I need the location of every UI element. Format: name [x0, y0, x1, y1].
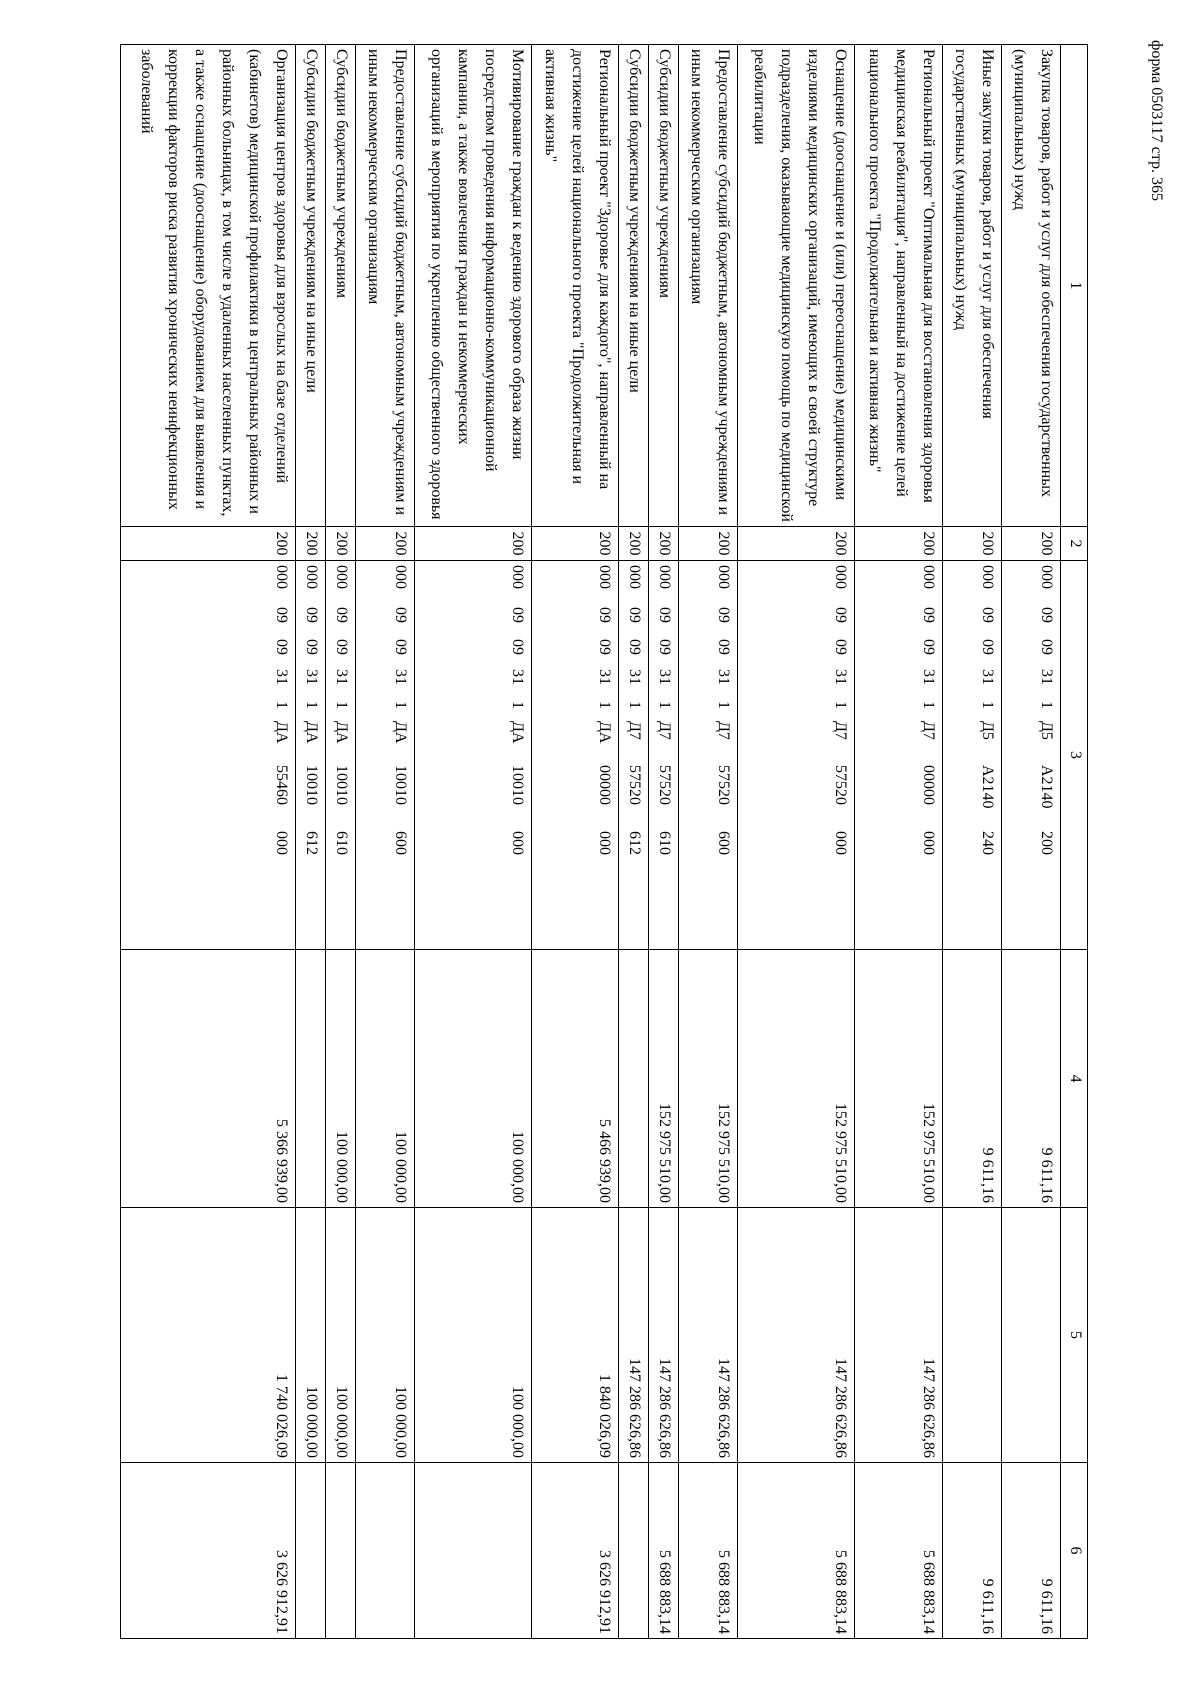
budget-code-part: 09: [979, 639, 997, 655]
budget-code-part: 10010: [332, 765, 350, 805]
budget-code-part: 09: [332, 639, 350, 655]
budget-code-part: ДА: [596, 721, 614, 744]
budget-code-part: Д7: [626, 721, 644, 740]
budget-code-part: 31: [715, 669, 733, 685]
table-row: [414, 45, 531, 1639]
budget-code-part: 31: [302, 669, 320, 685]
row-unexecuted-amount: 5 688 883,14: [649, 1463, 679, 1639]
budget-code-part: 31: [391, 669, 409, 685]
budget-code-part: 31: [626, 669, 644, 685]
budget-code-part: 612: [302, 831, 320, 855]
budget-code-part: 09: [920, 639, 938, 655]
row-name: Оснащение (дооснащение и (или) переоснащение) медицинскими изделиями медицинских организаций, имеющих в своей структуре подразделения, оказывающие медицинскую помощь по медицинской реабилитации: [738, 45, 855, 527]
budget-code-part: 1: [626, 701, 644, 709]
row-line-code: 200: [1002, 527, 1061, 561]
budget-code-parts: [1033, 565, 1060, 945]
budget-code-parts: [387, 565, 414, 945]
row-line-code: 200: [414, 527, 531, 561]
row-approved-amount: [295, 950, 325, 1208]
row-executed-amount: 147 286 626,86: [855, 1208, 943, 1463]
table-row: [1002, 45, 1061, 1639]
row-name: Закупка товаров, работ и услуг для обеспечения государственных (муниципальных) нужд: [1002, 45, 1061, 527]
row-executed-amount: 1 740 026,09: [121, 1208, 296, 1463]
row-budget-code: [619, 561, 649, 950]
budget-code-part: 000: [272, 831, 290, 855]
budget-code-part: 610: [656, 831, 674, 855]
budget-code-part: 57520: [626, 765, 644, 805]
row-approved-amount: 9 611,16: [1002, 950, 1061, 1208]
row-approved-amount: 152 975 510,00: [738, 950, 855, 1208]
budget-code-part: 1: [979, 701, 997, 709]
row-unexecuted-amount: [325, 1463, 355, 1639]
budget-code-parts: [974, 565, 1001, 945]
budget-code-part: 31: [656, 669, 674, 685]
budget-code-part: 09: [391, 607, 409, 623]
row-executed-amount: 100 000,00: [325, 1208, 355, 1463]
budget-code-part: ДА: [508, 721, 526, 744]
budget-code-part: 31: [332, 669, 350, 685]
row-budget-code: [855, 561, 943, 950]
row-unexecuted-amount: 9 611,16: [943, 1463, 1002, 1639]
row-executed-amount: 147 286 626,86: [619, 1208, 649, 1463]
budget-code-part: 09: [920, 607, 938, 623]
row-approved-amount: [619, 950, 649, 1208]
budget-code-part: 000: [832, 831, 850, 855]
row-line-code: 200: [619, 527, 649, 561]
column-header: 3: [1061, 561, 1088, 950]
budget-code-part: 00000: [920, 765, 938, 805]
row-budget-code: [738, 561, 855, 950]
budget-code-part: ДА: [332, 721, 350, 744]
form-header: форма 0503117 стр. 365: [1148, 40, 1165, 201]
row-budget-code: [531, 561, 619, 950]
budget-code-part: 240: [979, 831, 997, 855]
row-unexecuted-amount: 5 688 883,14: [855, 1463, 943, 1639]
budget-code-part: 09: [508, 607, 526, 623]
budget-code-part: 1: [715, 701, 733, 709]
row-name: Предоставление субсидий бюджетным, автономным учреждениям и иным некоммерческим организациям: [679, 45, 738, 527]
budget-code-part: 55460: [272, 765, 290, 805]
budget-code-part: 57520: [832, 765, 850, 805]
budget-code-part: 612: [626, 831, 644, 855]
table-row: [295, 45, 325, 1639]
budget-code-part: 10010: [508, 765, 526, 805]
budget-code-part: 09: [272, 607, 290, 623]
budget-code-part: 000: [832, 565, 850, 589]
budget-code-part: А2140: [979, 765, 997, 809]
budget-code-part: 09: [656, 607, 674, 623]
budget-code-parts: [328, 565, 355, 945]
row-line-code: 200: [325, 527, 355, 561]
budget-code-part: 1: [508, 701, 526, 709]
row-name: Субсидии бюджетным учреждениям: [325, 45, 355, 527]
row-budget-code: [1002, 561, 1061, 950]
row-name: Организация центров здоровья для взрослых на базе отделений (кабинетов) медицинской профилактики в центральных районных и районных больницах, в том числе в удаленных населенных пунктах, а также оснащение (дооснащение) оборудованием для выявления и коррекции факторов риска развития хронических неинфекционных заболеваний: [121, 45, 296, 527]
row-line-code: 200: [679, 527, 738, 561]
budget-code-parts: [651, 565, 678, 945]
table-row: [355, 45, 414, 1639]
budget-code-part: 000: [626, 565, 644, 589]
budget-code-part: 09: [596, 607, 614, 623]
row-executed-amount: 147 286 626,86: [649, 1208, 679, 1463]
budget-code-parts: [710, 565, 737, 945]
budget-code-parts: [827, 565, 854, 945]
row-line-code: 200: [649, 527, 679, 561]
budget-execution-table: [120, 44, 1088, 1639]
row-unexecuted-amount: 5 688 883,14: [738, 1463, 855, 1639]
budget-code-part: 000: [920, 831, 938, 855]
budget-code-part: 31: [920, 669, 938, 685]
row-unexecuted-amount: [414, 1463, 531, 1639]
budget-code-part: 09: [332, 607, 350, 623]
row-name: Региональный проект "Здоровье для каждого", направленный на достижение целей национального проекта "Продолжительная и активная жизнь": [531, 45, 619, 527]
budget-code-parts: [621, 565, 648, 945]
budget-code-part: 31: [1038, 669, 1055, 685]
column-header: 6: [1061, 1463, 1088, 1639]
budget-code-part: 09: [596, 639, 614, 655]
row-name: Региональный проект "Оптимальная для восстановления здоровья медицинская реабилитация", направленный на достижение целей национального проекта "Продолжительная и активная жизнь": [855, 45, 943, 527]
row-budget-code: [295, 561, 325, 950]
row-executed-amount: 147 286 626,86: [679, 1208, 738, 1463]
budget-code-part: Д7: [832, 721, 850, 740]
table-row: [121, 45, 296, 1639]
row-executed-amount: 1 840 026,09: [531, 1208, 619, 1463]
row-unexecuted-amount: 9 611,16: [1002, 1463, 1061, 1639]
budget-code-part: Д7: [656, 721, 674, 740]
budget-code-parts: [915, 565, 942, 945]
budget-code-part: 1: [596, 701, 614, 709]
budget-code-part: Д5: [979, 721, 997, 740]
column-header: 2: [1061, 527, 1088, 561]
report-sheet: [120, 44, 1088, 1638]
row-budget-code: [679, 561, 738, 950]
budget-code-part: 09: [626, 639, 644, 655]
budget-code-part: 57520: [656, 765, 674, 805]
row-line-code: 200: [738, 527, 855, 561]
budget-code-part: 1: [391, 701, 409, 709]
budget-code-part: 000: [656, 565, 674, 589]
row-name: Субсидии бюджетным учреждениям: [649, 45, 679, 527]
budget-code-part: 000: [302, 565, 320, 589]
row-budget-code: [325, 561, 355, 950]
budget-code-part: 09: [508, 639, 526, 655]
budget-code-part: 1: [302, 701, 320, 709]
row-line-code: 200: [295, 527, 325, 561]
row-executed-amount: [1002, 1208, 1061, 1463]
row-name: Предоставление субсидий бюджетным, автономным учреждениям и иным некоммерческим организациям: [355, 45, 414, 527]
column-number-row: [1061, 45, 1088, 1639]
row-executed-amount: 100 000,00: [414, 1208, 531, 1463]
budget-code-part: 000: [979, 565, 997, 589]
row-approved-amount: 9 611,16: [943, 950, 1002, 1208]
row-unexecuted-amount: 3 626 912,91: [121, 1463, 296, 1639]
table-row: [679, 45, 738, 1639]
budget-code-part: Д5: [1038, 721, 1055, 740]
budget-code-part: ДА: [272, 721, 290, 744]
budget-code-part: 000: [596, 565, 614, 589]
budget-code-part: Д7: [715, 721, 733, 740]
column-header: 5: [1061, 1208, 1088, 1463]
budget-code-part: 000: [332, 565, 350, 589]
row-budget-code: [355, 561, 414, 950]
budget-code-part: 1: [656, 701, 674, 709]
row-budget-code: [121, 561, 296, 950]
budget-code-part: 000: [508, 565, 526, 589]
budget-code-part: 09: [832, 607, 850, 623]
budget-code-part: 000: [920, 565, 938, 589]
budget-code-part: 09: [302, 639, 320, 655]
table-body: [121, 45, 1061, 1639]
budget-code-part: 31: [832, 669, 850, 685]
budget-code-part: А2140: [1038, 765, 1055, 809]
budget-code-part: 610: [332, 831, 350, 855]
row-name: Мотивирование граждан к ведению здорового образа жизни посредством проведения информационно-коммуникационной кампании, а также вовлечения граждан и некоммерческих организаций в мероприятия по укреплению общественного здоровья: [414, 45, 531, 527]
budget-code-part: 1: [920, 701, 938, 709]
row-budget-code: [649, 561, 679, 950]
budget-code-part: 31: [508, 669, 526, 685]
budget-code-part: ДА: [302, 721, 320, 744]
row-approved-amount: 5 366 939,00: [121, 950, 296, 1208]
budget-code-parts: [591, 565, 618, 945]
budget-code-part: 600: [715, 831, 733, 855]
budget-code-part: 1: [1038, 701, 1055, 709]
table-row: [738, 45, 855, 1639]
table-row: [855, 45, 943, 1639]
budget-code-part: 00000: [596, 765, 614, 805]
budget-code-part: 600: [391, 831, 409, 855]
row-unexecuted-amount: [619, 1463, 649, 1639]
budget-code-part: 09: [302, 607, 320, 623]
row-executed-amount: 100 000,00: [295, 1208, 325, 1463]
table-row: [325, 45, 355, 1639]
budget-code-part: 09: [715, 639, 733, 655]
table-row: [649, 45, 679, 1639]
budget-code-part: 000: [596, 831, 614, 855]
budget-code-part: 000: [272, 565, 290, 589]
budget-code-part: 09: [391, 639, 409, 655]
budget-code-part: 09: [979, 607, 997, 623]
row-line-code: 200: [121, 527, 296, 561]
budget-code-part: 000: [1038, 565, 1055, 589]
column-header: 1: [1061, 45, 1088, 527]
table-row: [531, 45, 619, 1639]
row-line-code: 200: [355, 527, 414, 561]
row-approved-amount: 100 000,00: [414, 950, 531, 1208]
column-header: 4: [1061, 950, 1088, 1208]
budget-code-part: 09: [1038, 607, 1055, 623]
budget-code-parts: [298, 565, 325, 945]
table-row: [943, 45, 1002, 1639]
budget-code-part: 1: [272, 701, 290, 709]
row-approved-amount: 100 000,00: [325, 950, 355, 1208]
budget-code-part: 1: [332, 701, 350, 709]
row-budget-code: [943, 561, 1002, 950]
budget-code-part: 09: [1038, 639, 1055, 655]
budget-code-part: 57520: [715, 765, 733, 805]
budget-code-part: 000: [508, 831, 526, 855]
budget-code-part: 10010: [391, 765, 409, 805]
row-executed-amount: 147 286 626,86: [738, 1208, 855, 1463]
budget-code-part: 000: [715, 565, 733, 589]
row-line-code: 200: [943, 527, 1002, 561]
table-row: [619, 45, 649, 1639]
budget-code-part: 09: [272, 639, 290, 655]
row-unexecuted-amount: 3 626 912,91: [531, 1463, 619, 1639]
budget-code-part: 09: [656, 639, 674, 655]
budget-code-part: Д7: [920, 721, 938, 740]
budget-code-parts: [504, 565, 531, 945]
budget-code-part: 200: [1038, 831, 1055, 855]
row-unexecuted-amount: 5 688 883,14: [679, 1463, 738, 1639]
row-line-code: 200: [855, 527, 943, 561]
row-line-code: 200: [531, 527, 619, 561]
row-approved-amount: 152 975 510,00: [679, 950, 738, 1208]
row-name: Иные закупки товаров, работ и услуг для обеспечения государственных (муниципальных) нужд: [943, 45, 1002, 527]
row-budget-code: [414, 561, 531, 950]
row-executed-amount: [943, 1208, 1002, 1463]
budget-code-part: ДА: [391, 721, 409, 744]
budget-code-part: 09: [832, 639, 850, 655]
budget-code-part: 09: [626, 607, 644, 623]
row-unexecuted-amount: [295, 1463, 325, 1639]
row-name: Субсидии бюджетным учреждениям на иные цели: [619, 45, 649, 527]
budget-code-part: 31: [272, 669, 290, 685]
row-executed-amount: 100 000,00: [355, 1208, 414, 1463]
row-name: Субсидии бюджетным учреждениям на иные цели: [295, 45, 325, 527]
budget-code-part: 09: [715, 607, 733, 623]
budget-code-part: 000: [391, 565, 409, 589]
row-approved-amount: 100 000,00: [355, 950, 414, 1208]
row-approved-amount: 152 975 510,00: [649, 950, 679, 1208]
budget-code-part: 31: [596, 669, 614, 685]
budget-code-part: 10010: [302, 765, 320, 805]
budget-code-part: 31: [979, 669, 997, 685]
budget-code-parts: [268, 565, 295, 945]
row-approved-amount: 152 975 510,00: [855, 950, 943, 1208]
row-approved-amount: 5 466 939,00: [531, 950, 619, 1208]
row-unexecuted-amount: [355, 1463, 414, 1639]
budget-code-part: 1: [832, 701, 850, 709]
